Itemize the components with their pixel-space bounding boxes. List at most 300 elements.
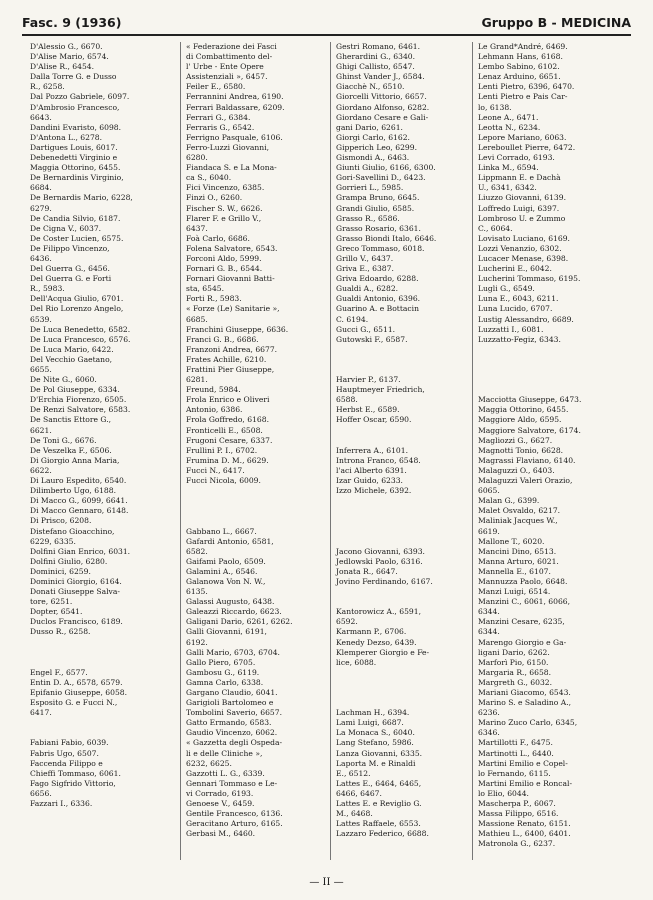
column-spacer — [186, 486, 336, 496]
index-entry: « Gazzetta degli Ospeda- — [186, 738, 283, 748]
index-entry: 6279. — [30, 203, 52, 213]
index-entry: 6135. — [186, 587, 208, 597]
index-entry: Franci G. B., 6686. — [186, 334, 259, 344]
index-entry: Fucci Nicola, 6009. — [186, 476, 261, 486]
index-entry: De Filippo Vincenzo, — [30, 243, 110, 253]
index-entry: Liuzzo Giovanni, 6139. — [478, 193, 567, 203]
index-entry: Manzini Cesare, 6235, — [478, 617, 565, 627]
index-entry: Mannella E., 6107. — [478, 566, 551, 576]
index-entry: Marino Zuco Carlo, 6345, — [478, 718, 578, 728]
index-entry: Lenaz Arduino, 6651. — [478, 72, 561, 82]
index-entry: Donati Giuseppe Salva- — [30, 587, 120, 597]
index-entry: Del Rio Lorenzo Angelo, — [30, 304, 124, 314]
index-entry: Lombroso U. e Zummo — [478, 213, 566, 223]
index-entry: Magrassi Flaviano, 6140. — [478, 455, 576, 465]
column-spacer — [336, 678, 486, 688]
index-entry: Fiandaca S. e La Mona- — [186, 163, 277, 173]
index-entry: Mannuzza Paolo, 6648. — [478, 576, 568, 586]
index-entry: Giacchè N., 6510. — [336, 82, 405, 92]
index-entry: Galassi Augusto, 6438. — [186, 597, 275, 607]
index-entry: Dopter, 6541. — [30, 607, 83, 617]
index-entry: 6655. — [30, 365, 52, 374]
column-spacer — [186, 506, 336, 516]
index-entry: di Combattimento del- — [186, 52, 273, 62]
index-entry: Forti R., 5983. — [186, 294, 242, 304]
index-entry: 6656. — [30, 788, 52, 798]
index-entry: Gamna Carlo, 6338. — [186, 677, 264, 687]
index-entry: Dominici Giorgio, 6164. — [30, 576, 122, 586]
index-entry: Gutowski F., 6587. — [336, 334, 408, 344]
index-entry: 6588. — [336, 395, 358, 405]
index-entry: M., 6468. — [336, 809, 373, 819]
index-entry: Gerbasi M., 6460. — [186, 829, 256, 839]
index-entry: De Luca Francesco, 6576. — [30, 334, 131, 344]
index-entry: Chieffi Tommaso, 6061. — [30, 768, 121, 778]
index-entry: 6344. — [478, 627, 500, 637]
index-entry: Fischer S. W., 6626. — [186, 203, 263, 213]
column-spacer — [336, 426, 486, 436]
index-column-2 — [186, 42, 336, 839]
index-entry: Dandini Evaristo, 6098. — [30, 122, 122, 132]
index-entry: 6685. — [186, 314, 208, 324]
index-entry: Del Vecchio Gaetano, — [30, 354, 113, 364]
index-entry: C., 6064. — [478, 223, 513, 233]
index-entry: Martini Emilio e Roncal- — [478, 778, 573, 788]
index-entry: Malan G., 6399. — [478, 496, 540, 506]
index-entry: D'Erchia Fiorenzo, 6505. — [30, 395, 127, 405]
index-entry: Fornari Giovanni Batti- — [186, 274, 275, 284]
index-entry: Frates Achille, 6210. — [186, 354, 267, 364]
index-entry: Malaguzzi O., 6403. — [478, 465, 555, 475]
index-entry: D'Alise R., 6454. — [30, 62, 95, 72]
index-entry: Le Grand*André, 6469. — [478, 42, 568, 51]
index-entry: Manzi Luigi, 6514. — [478, 587, 551, 597]
index-entry: Lucherini Tommaso, 6195. — [478, 274, 581, 284]
index-entry: Massa Filippo, 6516. — [478, 809, 559, 819]
index-entry: Maggiore Aldo, 6595. — [478, 415, 562, 425]
index-entry: Fazzari I., 6336. — [30, 799, 93, 809]
index-entry: « Forze (Le) Sanitarie », — [186, 304, 280, 314]
column-spacer — [336, 698, 486, 708]
index-entry: 6281. — [186, 375, 208, 385]
index-entry: De Nite G., 6060. — [30, 375, 97, 385]
index-entry: Griva E., 6387. — [336, 264, 394, 274]
index-entry: 6622. — [30, 465, 52, 475]
index-entry: Di Giorgio Anna Maria, — [30, 455, 120, 465]
index-entry: De Toni G., 6676. — [30, 435, 97, 445]
index-entry: Marino S. e Saladino A., — [478, 698, 572, 708]
index-entry: Feiler E., 6580. — [186, 82, 246, 92]
index-entry: Giordano Cesare e Gali- — [336, 112, 429, 122]
index-entry: Mathieu L., 6400, 6401. — [478, 829, 571, 839]
index-entry: 6280. — [186, 153, 208, 163]
index-entry: Jacono Giovanni, 6393. — [336, 546, 425, 556]
index-entry: Frugoni Cesare, 6337. — [186, 435, 273, 445]
index-entry: Gafardi Antonio, 6581, — [186, 536, 274, 546]
index-entry: Gaudio Vincenzo, 6062. — [186, 728, 278, 738]
index-entry: ca S., 6040. — [186, 173, 232, 183]
index-entry: sta, 6545. — [186, 284, 225, 294]
column-spacer — [336, 597, 486, 607]
index-entry: Geracitano Arturo, 6165. — [186, 819, 283, 829]
column-spacer — [336, 587, 486, 597]
index-entry: Jovino Ferdinando, 6167. — [336, 576, 433, 586]
index-entry: Malet Osvaldo, 6217. — [478, 506, 561, 516]
column-spacer — [336, 436, 486, 446]
index-entry: Garigioli Bartolomeo e — [186, 698, 274, 708]
index-entry: Lugli G., 6549. — [478, 284, 535, 294]
column-spacer — [336, 355, 486, 365]
index-entry: Lattes E. e Reviglio G. — [336, 799, 422, 809]
index-entry: De Coster Lucien, 6575. — [30, 233, 124, 243]
index-entry: Lucacer Menase, 6398. — [478, 253, 569, 263]
index-entry: E., 6512. — [336, 768, 371, 778]
index-entry: Galeazzi Riccardo, 6623. — [186, 607, 282, 617]
column-spacer — [30, 658, 180, 668]
index-entry: Jedlowski Paolo, 6316. — [336, 556, 423, 566]
index-entry: li e delle Cliniche », — [186, 748, 263, 758]
section-label: Gruppo B - MEDICINA — [481, 15, 631, 30]
index-entry: Linka M., 6594. — [478, 163, 539, 173]
index-entry: Dolfini Giulio, 6280. — [30, 556, 108, 566]
index-entry: Dal Pozzo Gabriele, 6097. — [30, 92, 130, 102]
index-entry: Grillo V., 6437. — [336, 253, 394, 263]
index-entry: Kantorowicz A., 6591, — [336, 607, 421, 617]
index-entry: Di Lauro Espedito, 6540. — [30, 476, 127, 486]
index-entry: Epifanio Giuseppe, 6058. — [30, 688, 128, 697]
index-entry: De Candia Silvio, 6187. — [30, 213, 121, 223]
index-entry: lo Fernando, 6115. — [478, 768, 551, 778]
column-spacer — [336, 527, 486, 537]
index-entry: « Federazione dei Fasci — [186, 42, 277, 51]
index-entry: lo, 6138. — [478, 102, 512, 112]
index-entry: Di Prisco, 6208. — [30, 516, 92, 526]
column-spacer — [30, 718, 180, 728]
index-entry: Ghigi Callisto, 6547. — [336, 62, 415, 72]
index-entry: Gismondi A., 6463. — [336, 153, 410, 163]
index-entry: Malaguzzi Valeri Orazio, — [478, 476, 573, 486]
index-entry: Finzi O., 6260. — [186, 193, 243, 203]
index-entry: C. 6194. — [336, 314, 369, 324]
index-entry: Forconi Aldo, 5999. — [186, 253, 262, 263]
index-entry: Lereboullet Pierre, 6472. — [478, 142, 576, 152]
index-entry: Gabbano L., 6667. — [186, 526, 257, 536]
index-entry: ligani Dario, 6262. — [478, 647, 550, 657]
index-entry: Margreth G., 6032. — [478, 677, 553, 687]
index-entry: Faccenda Filippo e — [30, 758, 103, 768]
index-entry: Martini Emilio e Copel- — [478, 758, 568, 768]
index-entry: De Bernardis Mario, 6228, — [30, 193, 133, 203]
index-entry: Loffredo Luigi, 6397. — [478, 203, 560, 213]
index-entry: Antonio, 6386. — [186, 405, 243, 415]
index-entry: Lazzaro Federico, 6688. — [336, 829, 429, 839]
index-entry: Giorgi Carlo, 6162. — [336, 132, 410, 142]
index-entry: Marengo Giorgio e Ga- — [478, 637, 567, 647]
index-entry: Fronticelli E., 6508. — [186, 425, 263, 435]
index-entry: Dominici, 6259. — [30, 566, 91, 576]
index-entry: Del Guerra G. e Forti — [30, 274, 112, 284]
index-entry: Grandi Giulio, 6585. — [336, 203, 415, 213]
index-entry: De Pol Giuseppe, 6334. — [30, 385, 120, 395]
index-entry: Galigani Dario, 6261, 6262. — [186, 617, 293, 627]
index-entry: Gargano Claudio, 6041. — [186, 688, 278, 697]
index-entry: Ferraris G., 6542. — [186, 122, 255, 132]
column-spacer — [336, 688, 486, 698]
index-entry: Fago Sigfrido Vittorio, — [30, 778, 116, 788]
column-spacer — [478, 385, 628, 395]
index-column-1 — [30, 42, 180, 809]
index-entry: Foà Carlo, 6686. — [186, 233, 250, 243]
index-entry: 6065. — [478, 486, 500, 496]
index-entry: Luzzatti I., 6081. — [478, 324, 544, 334]
index-entry: 6346. — [478, 728, 500, 738]
index-entry: Herbst E., 6589. — [336, 405, 400, 415]
column-spacer — [186, 496, 336, 506]
index-entry: Maggia Ottorino, 6455. — [30, 163, 121, 173]
column-spacer — [478, 345, 628, 355]
index-entry: Magliozzi G., 6627. — [478, 435, 553, 445]
index-entry: Lachman H., 6394. — [336, 708, 410, 718]
index-entry: Fornari G. B., 6544. — [186, 264, 263, 274]
index-entry: Manzini C., 6061, 6066, — [478, 597, 571, 607]
index-entry: 6621. — [30, 425, 52, 435]
index-entry: Gestri Romano, 6461. — [336, 42, 421, 51]
index-entry: Flarer F. e Grillo V., — [186, 213, 262, 223]
index-entry: 6344. — [478, 607, 500, 617]
index-entry: R., 6258. — [30, 82, 65, 92]
index-entry: Grampa Bruno, 6645. — [336, 193, 420, 203]
index-entry: Luna E., 6043, 6211. — [478, 294, 559, 304]
index-entry: Lucherini E., 6042. — [478, 264, 552, 274]
index-entry: Ferro-Luzzi Giovanni, — [186, 142, 270, 152]
page-header — [22, 8, 631, 30]
index-entry: D'Antona L., 6278. — [30, 132, 103, 142]
index-entry: Inferrera A., 6101. — [336, 445, 408, 455]
index-entry: De Cigna V., 6037. — [30, 223, 102, 233]
index-entry: Ferrigno Pasquale, 6106. — [186, 132, 283, 142]
index-entry: Gualdi A., 6282. — [336, 284, 399, 294]
index-entry: Hoffer Oscar, 6590. — [336, 415, 412, 425]
index-entry: D'Alessio G., 6670. — [30, 42, 103, 51]
column-spacer — [478, 355, 628, 365]
index-entry: Marforì Pio, 6150. — [478, 657, 549, 667]
index-entry: lo Elio, 6044. — [478, 788, 529, 798]
index-entry: Galli Giovanni, 6191, — [186, 627, 267, 637]
index-entry: Grasso R., 6586. — [336, 213, 400, 223]
index-entry: 6539. — [30, 314, 52, 324]
index-entry: Griva Edoardo, 6288. — [336, 274, 419, 284]
index-entry: Dell'Acqua Giulio, 6701. — [30, 294, 124, 304]
index-entry: Lovisato Luciano, 6169. — [478, 233, 570, 243]
index-entry: Del Guerra G., 6456. — [30, 264, 110, 274]
index-entry: gani Dario, 6261. — [336, 122, 403, 132]
index-entry: Tombolini Saverio, 6657. — [186, 708, 282, 718]
column-spacer — [478, 365, 628, 375]
index-entry: 6619. — [478, 526, 500, 536]
issue-label: Fasc. 9 (1936) — [22, 15, 122, 30]
index-entry: Dusso R., 6258. — [30, 627, 91, 637]
index-entry: 6643. — [30, 112, 52, 122]
index-entry: Leotta N., 6234. — [478, 122, 541, 132]
column-divider — [180, 42, 181, 860]
index-entry: Giunti Giulio, 6166, 6300. — [336, 163, 436, 173]
index-entry: Fabiani Fabio, 6039. — [30, 738, 109, 748]
index-entry: Klemperer Giorgio e Fe- — [336, 647, 430, 657]
index-entry: Lehmann Hans, 6168. — [478, 52, 563, 62]
index-entry: Dolfini Gian Enrico, 6031. — [30, 546, 131, 556]
index-entry: Frola Enrico e Oliveri — [186, 395, 270, 405]
index-entry: Engel F., 6577. — [30, 667, 88, 677]
index-entry: Gherardini G., 6340. — [336, 52, 416, 62]
index-entry: Laporta M. e Rinaldi — [336, 758, 416, 768]
index-entry: Di Macco Gennaro, 6148. — [30, 506, 129, 516]
index-entry: lice, 6088. — [336, 657, 377, 667]
index-entry: Gazzotti L. G., 6339. — [186, 768, 265, 778]
index-entry: D'Alise Mario, 6574. — [30, 52, 109, 62]
index-entry: l'aci Alberto 6391. — [336, 465, 407, 475]
index-entry: 6437. — [186, 223, 208, 233]
index-entry: De Bernardinis Virginio, — [30, 173, 124, 183]
index-entry: Lenti Pietro, 6396, 6470. — [478, 82, 575, 92]
index-entry: Martinotti L., 6440. — [478, 748, 554, 758]
index-entry: Galanowa Von N. W., — [186, 576, 266, 586]
index-entry: Galli Mario, 6703, 6704. — [186, 647, 280, 657]
index-entry: tore, 6251. — [30, 597, 73, 607]
index-entry: Leone A., 6471. — [478, 112, 539, 122]
index-entry: Karmann P., 6706. — [336, 627, 407, 637]
column-spacer — [336, 345, 486, 355]
index-entry: Giorcelli Vittorio, 6657. — [336, 92, 427, 102]
index-entry: Introna Franco, 6548. — [336, 455, 421, 465]
index-entry: Dalla Torre G. e Dusso — [30, 72, 117, 82]
index-entry: Greco Tommaso, 6018. — [336, 243, 425, 253]
index-entry: Guarino A. e Bottacin — [336, 304, 419, 314]
index-entry: Ferrari G., 6384. — [186, 112, 251, 122]
index-entry: Manna Arturo, 6021. — [478, 556, 559, 566]
index-column-3 — [336, 42, 486, 839]
column-spacer — [336, 506, 486, 516]
column-spacer — [336, 496, 486, 506]
index-entry: Lepore Mariano, 6063. — [478, 132, 567, 142]
index-entry: Genoese V., 6459. — [186, 799, 255, 809]
column-spacer — [478, 375, 628, 385]
index-entry: Lami Luigi, 6687. — [336, 718, 404, 728]
index-entry: Mariani Giacomo, 6543. — [478, 688, 571, 697]
index-entry: De Veszelka F., 6506. — [30, 445, 112, 455]
column-spacer — [30, 648, 180, 658]
index-entry: 6232, 6625. — [186, 758, 232, 768]
index-entry: Gaifami Paolo, 6509. — [186, 556, 266, 566]
header-rule — [22, 34, 631, 36]
index-entry: Di Macco G., 6099, 6641. — [30, 496, 128, 506]
index-entry: Mascherpa P., 6067. — [478, 799, 556, 809]
index-entry: Gorrieri L., 5985. — [336, 183, 404, 193]
index-entry: 6236. — [478, 708, 500, 718]
index-entry: Lang Stefano, 5986. — [336, 738, 414, 748]
index-entry: 6592. — [336, 617, 358, 627]
index-entry: Frumina D. M., 6629. — [186, 455, 269, 465]
index-entry: R., 5983. — [30, 284, 65, 294]
index-entry: Folena Salvatore, 6543. — [186, 243, 278, 253]
index-entry: Massione Renato, 6151. — [478, 819, 571, 829]
index-entry: vi Corrado, 6193. — [186, 788, 254, 798]
index-entry: Lattes E., 6464, 6465, — [336, 778, 422, 788]
column-spacer — [336, 537, 486, 547]
column-spacer — [30, 638, 180, 648]
index-entry: Mallone T., 6020. — [478, 536, 545, 546]
index-entry: Frola Goffredo, 6168. — [186, 415, 269, 425]
index-entry: Jonata R., 6647. — [336, 566, 398, 576]
index-entry: Kenedy Dezso, 6439. — [336, 637, 417, 647]
index-entry: Gallo Piero, 6705. — [186, 657, 256, 667]
index-entry: Lippmann E. e Dachà — [478, 173, 561, 183]
index-entry: Gatto Ermando, 6583. — [186, 718, 272, 728]
index-entry: Entin D. A., 6578, 6579. — [30, 677, 123, 687]
index-entry: Dilimberto Ugo, 6188. — [30, 486, 116, 496]
index-entry: Lembo Sabino, 6102. — [478, 62, 560, 72]
index-entry: Grasso Rosario, 6361. — [336, 223, 421, 233]
index-entry: Assistenziali », 6457. — [186, 72, 268, 82]
index-entry: Distefano Gioacchino, — [30, 526, 115, 536]
column-spacer — [336, 516, 486, 526]
index-entry: 6582. — [186, 546, 208, 556]
index-entry: Lanza Giovanni, 6335. — [336, 748, 423, 758]
index-entry: Duclos Francisco, 6189. — [30, 617, 123, 627]
column-spacer — [186, 516, 336, 526]
index-entry: Frullini P. I., 6702. — [186, 445, 258, 455]
index-entry: Lenti Pietro e Pais Car- — [478, 92, 568, 102]
index-entry: Matronola G., 6237. — [478, 839, 556, 849]
index-entry: Giordano Alfonso, 6282. — [336, 102, 430, 112]
index-entry: Izar Guido, 6233. — [336, 476, 403, 486]
index-entry: Luzzatto-Fegiz, 6343. — [478, 334, 561, 344]
index-entry: 6192. — [186, 637, 208, 647]
index-entry: Dartigues Louis, 6017. — [30, 142, 118, 152]
index-entry: Magnotti Tonio, 6628. — [478, 445, 564, 455]
index-entry: Gori-Savellini D., 6423. — [336, 173, 426, 183]
index-entry: Grasso Biondi Italo, 6646. — [336, 233, 437, 243]
index-entry: Fici Vincenzo, 6385. — [186, 183, 265, 193]
index-entry: l' Urbe - Ente Opere — [186, 62, 264, 72]
index-entry: Lozzi Venanzio, 6302. — [478, 243, 562, 253]
index-entry: Hauptmeyer Friedrich, — [336, 385, 425, 395]
column-spacer — [336, 668, 486, 678]
index-entry: De Luca Benedetto, 6582. — [30, 324, 131, 334]
index-entry: Ferrari Baldassare, 6209. — [186, 102, 285, 112]
index-entry: Maliniak Jacques W., — [478, 516, 558, 526]
index-entry: De Sanctis Ettore G., — [30, 415, 112, 425]
index-entry: Luna Lucido, 6707. — [478, 304, 553, 314]
index-entry: Esposito G. e Fucci N., — [30, 698, 118, 708]
index-entry: Ferrannini Andrea, 6190. — [186, 92, 284, 102]
column-spacer — [336, 365, 486, 375]
index-entry: Fabris Ugo, 6507. — [30, 748, 99, 758]
index-entry: De Renzi Salvatore, 6583. — [30, 405, 131, 415]
index-entry: Franchini Giuseppe, 6636. — [186, 324, 289, 334]
column-spacer — [30, 728, 180, 738]
index-entry: Lattes Raffaele, 6553. — [336, 819, 421, 829]
index-entry: Ghinst Vander J., 6584. — [336, 72, 425, 82]
page-number: — II — — [309, 877, 344, 888]
index-entry: Maggia Ottorino, 6455. — [478, 405, 569, 415]
index-entry: Gipperich Leo, 6299. — [336, 142, 418, 152]
index-entry: 6417. — [30, 708, 52, 718]
index-entry: 6466, 6467. — [336, 788, 382, 798]
index-entry: De Luca Mario, 6422. — [30, 344, 114, 354]
index-entry: Frattini Pier Giuseppe, — [186, 365, 275, 374]
index-entry: 6229, 6335. — [30, 536, 76, 546]
index-entry: Fucci N., 6417. — [186, 465, 245, 475]
